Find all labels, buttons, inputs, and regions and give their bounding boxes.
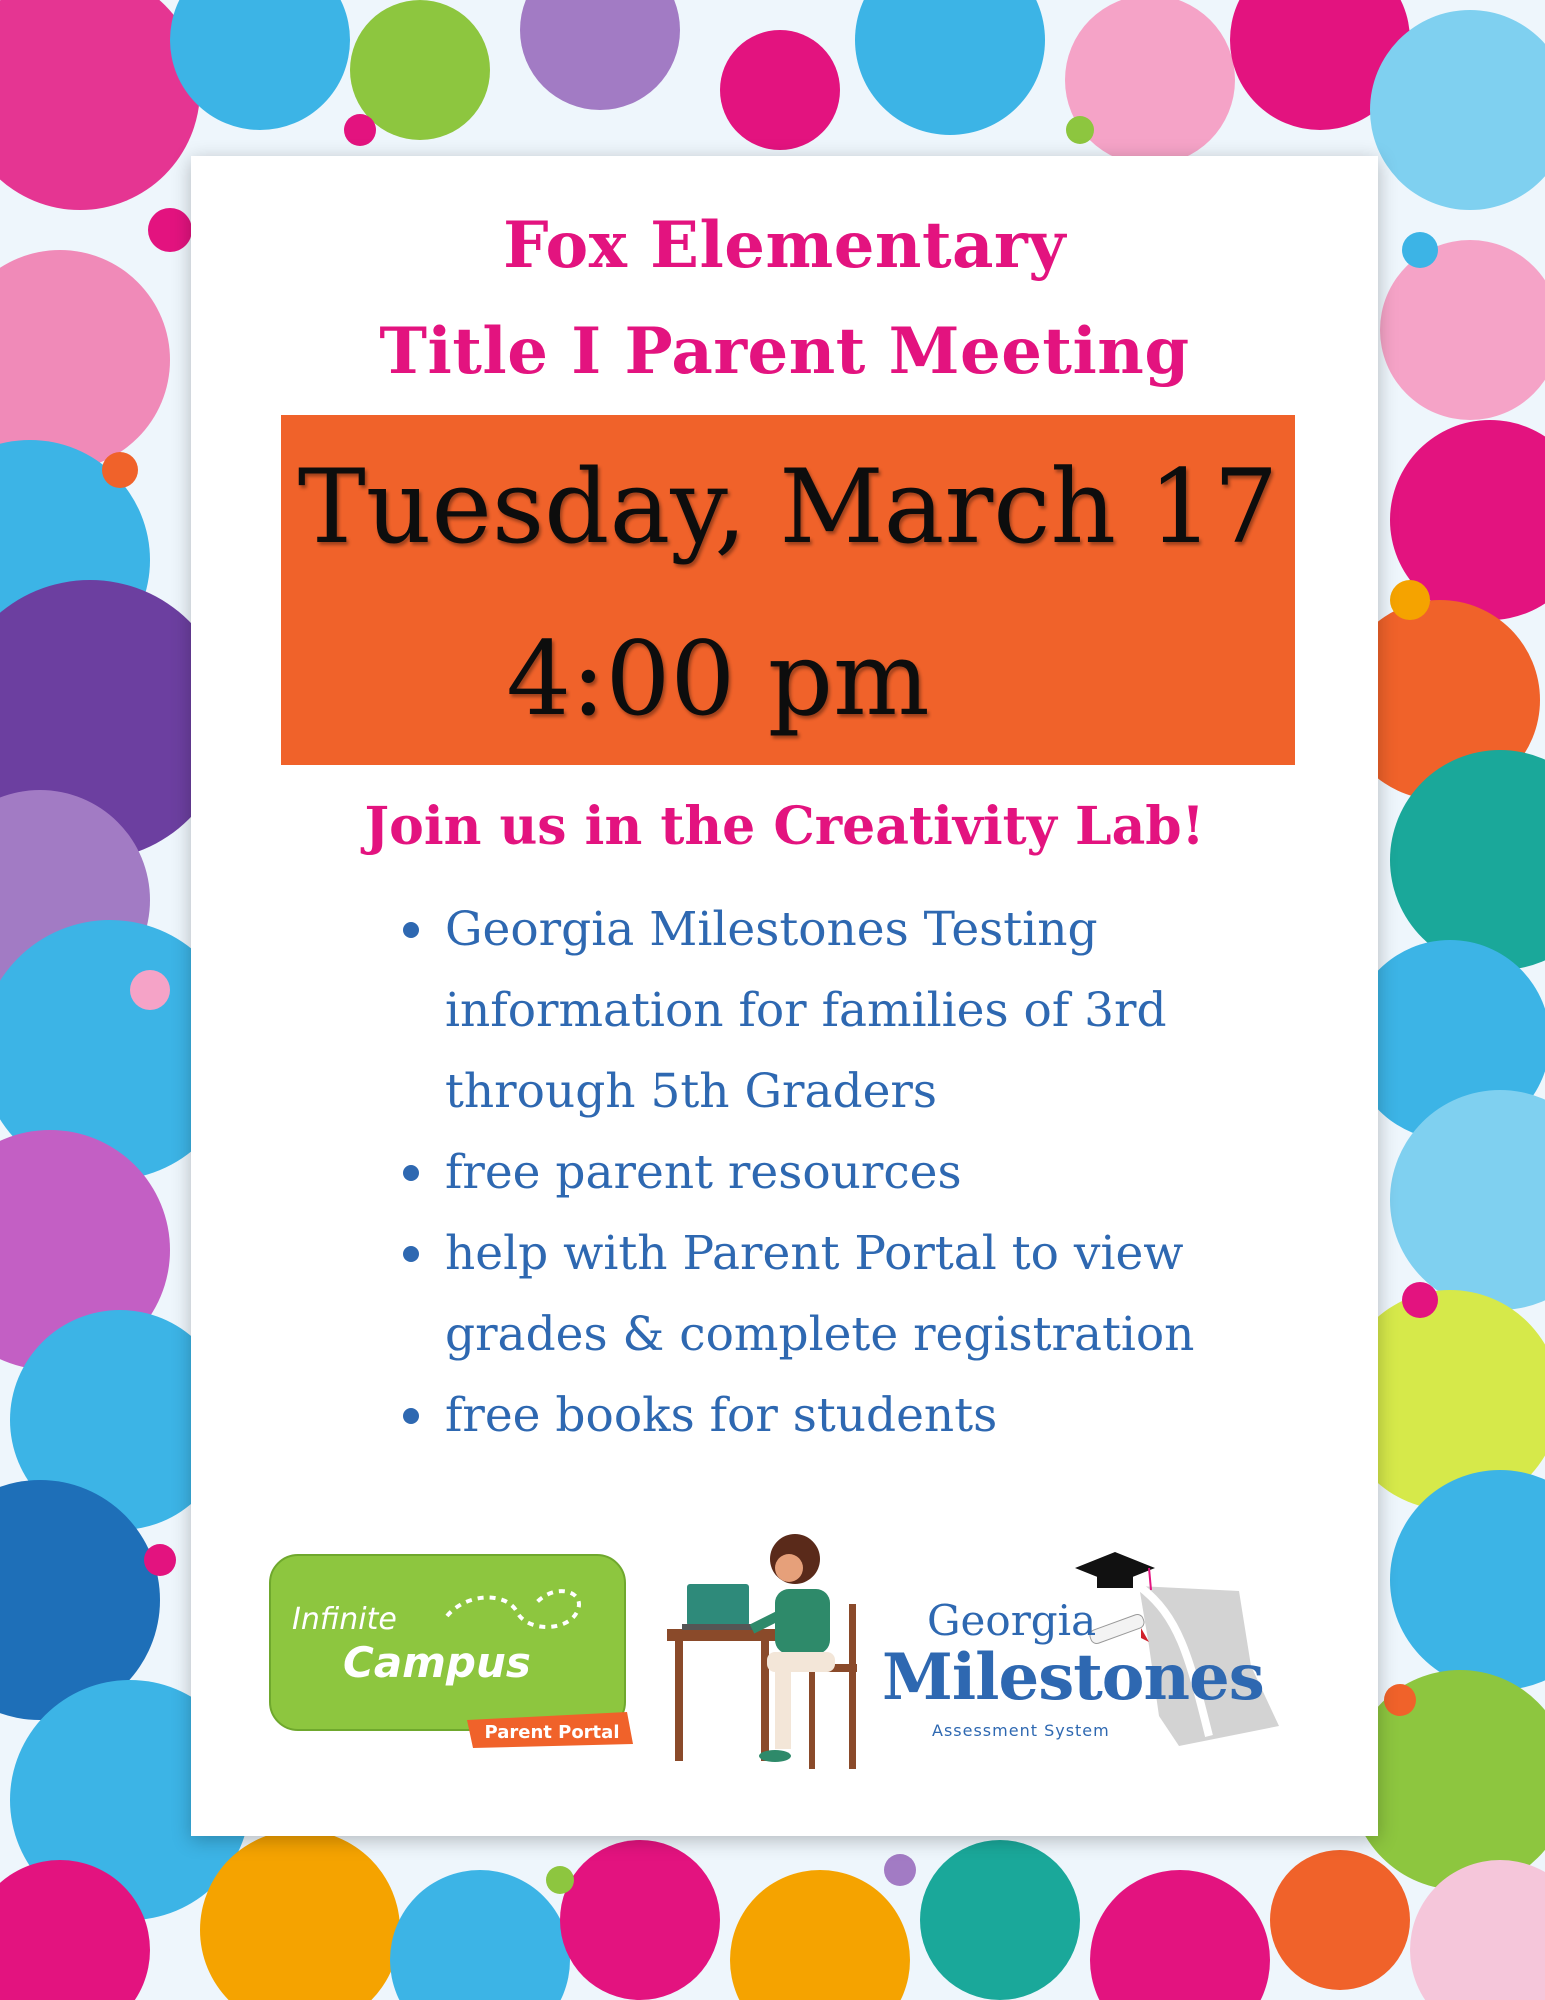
event-time: 4:00 pm bbox=[506, 620, 930, 739]
student-at-desk-illustration bbox=[667, 1534, 867, 1774]
flyer-card bbox=[191, 156, 1378, 1836]
event-date: Tuesday, March 17 bbox=[297, 448, 1279, 567]
invite-heading: Join us in the Creativity Lab! bbox=[364, 796, 1205, 857]
agenda-list bbox=[445, 889, 1345, 1456]
bullet-icon bbox=[403, 1408, 419, 1424]
georgia-milestones-logo: Georgia Milestones Assessment System bbox=[879, 1546, 1319, 1756]
list-item: Georgia Milestones Testing information for families of 3rd through 5th Graders bbox=[445, 889, 1345, 1132]
infinite-campus-logo: Infinite Campus Parent Portal bbox=[267, 1552, 641, 1752]
list-item: free books for students bbox=[445, 1375, 1345, 1456]
list-item: free parent resources bbox=[445, 1132, 1345, 1213]
bullet-icon bbox=[403, 922, 419, 938]
bullet-icon bbox=[403, 1246, 419, 1262]
date-banner bbox=[281, 415, 1295, 765]
list-item: help with Parent Portal to view grades & complete registration bbox=[445, 1213, 1345, 1375]
school-name: Fox Elementary bbox=[503, 208, 1066, 283]
event-title: Title I Parent Meeting bbox=[379, 314, 1190, 389]
bullet-icon bbox=[403, 1165, 419, 1181]
